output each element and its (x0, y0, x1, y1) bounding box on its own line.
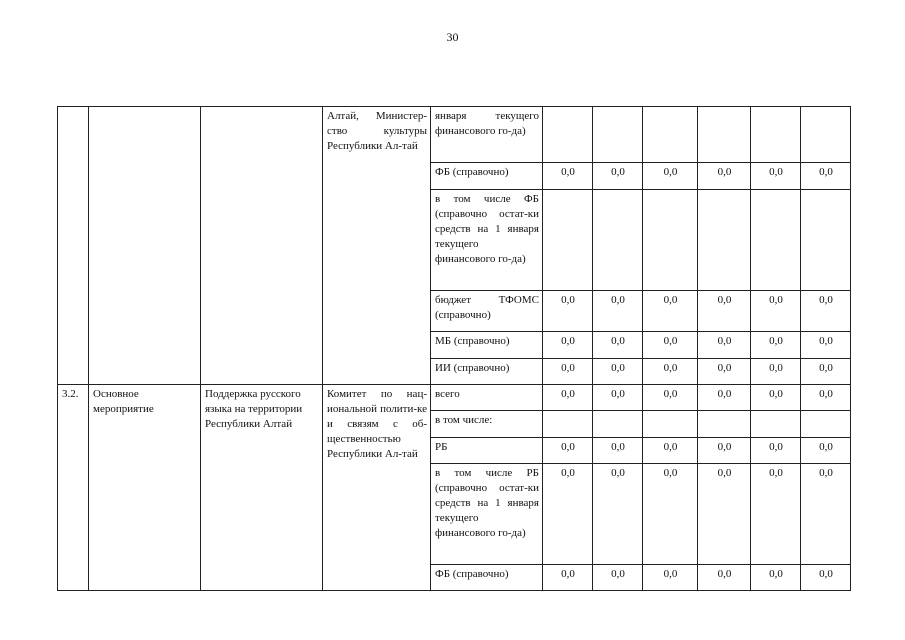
value-cell: 0,0 (698, 163, 751, 190)
value-cell (543, 411, 593, 438)
event-type-cell (89, 107, 201, 385)
table-row (58, 385, 851, 411)
row-number-cell: 3.2. (58, 385, 89, 591)
value-cell: 0,0 (751, 359, 801, 385)
value-cell: 0,0 (543, 291, 593, 332)
value-cell: 0,0 (801, 565, 851, 591)
value-cell: 0,0 (543, 464, 593, 565)
value-cell: 0,0 (801, 291, 851, 332)
value-cell (751, 107, 801, 163)
value-cell: 0,0 (593, 332, 643, 359)
value-cell: 0,0 (643, 438, 698, 464)
value-cell (751, 190, 801, 291)
value-cell: 0,0 (751, 565, 801, 591)
funding-source-cell: ФБ (справочно) (431, 163, 543, 190)
value-cell: 0,0 (593, 163, 643, 190)
value-cell: 0,0 (751, 385, 801, 411)
value-cell: 0,0 (801, 438, 851, 464)
executor-cell: Алтай, Министер-ство культуры Республики Ал-тай (323, 107, 431, 385)
value-cell: 0,0 (751, 332, 801, 359)
value-cell: 0,0 (698, 359, 751, 385)
value-cell (643, 190, 698, 291)
value-cell (751, 411, 801, 438)
value-cell: 0,0 (593, 438, 643, 464)
value-cell: 0,0 (543, 438, 593, 464)
value-cell: 0,0 (698, 565, 751, 591)
value-cell (593, 107, 643, 163)
value-cell: 0,0 (643, 332, 698, 359)
funding-source-cell: в том числе РБ (справочно остат-ки средств на 1 января текущего финансового го-да) (431, 464, 543, 565)
value-cell: 0,0 (698, 385, 751, 411)
value-cell: 0,0 (751, 464, 801, 565)
value-cell: 0,0 (751, 163, 801, 190)
value-cell (801, 190, 851, 291)
funding-source-cell: МБ (справочно) (431, 332, 543, 359)
funding-source-cell: января текущего финансового го-да) (431, 107, 543, 163)
funding-source-cell: ФБ (справочно) (431, 565, 543, 591)
funding-source-cell: в том числе: (431, 411, 543, 438)
value-cell: 0,0 (643, 163, 698, 190)
value-cell: 0,0 (698, 332, 751, 359)
value-cell: 0,0 (543, 332, 593, 359)
value-cell: 0,0 (543, 385, 593, 411)
value-cell: 0,0 (593, 464, 643, 565)
funding-source-cell: всего (431, 385, 543, 411)
page-number: 30 (446, 30, 459, 44)
value-cell: 0,0 (643, 565, 698, 591)
value-cell (593, 190, 643, 291)
value-cell: 0,0 (643, 359, 698, 385)
event-type-cell: Основное мероприятие (89, 385, 201, 591)
value-cell (698, 411, 751, 438)
funding-source-cell: РБ (431, 438, 543, 464)
value-cell: 0,0 (751, 291, 801, 332)
table-row (58, 107, 851, 163)
value-cell (543, 107, 593, 163)
executor-cell: Комитет по нац-иональной полити-ке и связям с об-щественностью Республики Ал-тай (323, 385, 431, 591)
value-cell: 0,0 (801, 464, 851, 565)
funding-source-cell: бюджет ТФОМС (справочно) (431, 291, 543, 332)
value-cell (543, 190, 593, 291)
value-cell (801, 411, 851, 438)
value-cell: 0,0 (801, 332, 851, 359)
value-cell (643, 107, 698, 163)
value-cell: 0,0 (593, 385, 643, 411)
value-cell: 0,0 (751, 438, 801, 464)
value-cell: 0,0 (698, 438, 751, 464)
value-cell (698, 107, 751, 163)
value-cell: 0,0 (698, 291, 751, 332)
value-cell: 0,0 (643, 464, 698, 565)
value-cell: 0,0 (698, 464, 751, 565)
value-cell: 0,0 (593, 291, 643, 332)
value-cell (801, 107, 851, 163)
value-cell: 0,0 (543, 359, 593, 385)
value-cell: 0,0 (543, 565, 593, 591)
value-cell (698, 190, 751, 291)
event-name-cell: Поддержка русского языка на территории Республики Алтай (201, 385, 323, 591)
value-cell: 0,0 (593, 565, 643, 591)
row-number-cell (58, 107, 89, 385)
budget-table (57, 106, 851, 591)
funding-source-cell: в том числе ФБ (справочно остат-ки средств на 1 января текущего финансового го-да) (431, 190, 543, 291)
value-cell: 0,0 (801, 385, 851, 411)
value-cell: 0,0 (643, 291, 698, 332)
value-cell: 0,0 (801, 163, 851, 190)
value-cell: 0,0 (801, 359, 851, 385)
value-cell: 0,0 (643, 385, 698, 411)
value-cell: 0,0 (593, 359, 643, 385)
event-name-cell (201, 107, 323, 385)
value-cell (643, 411, 698, 438)
value-cell: 0,0 (543, 163, 593, 190)
value-cell (593, 411, 643, 438)
funding-source-cell: ИИ (справочно) (431, 359, 543, 385)
